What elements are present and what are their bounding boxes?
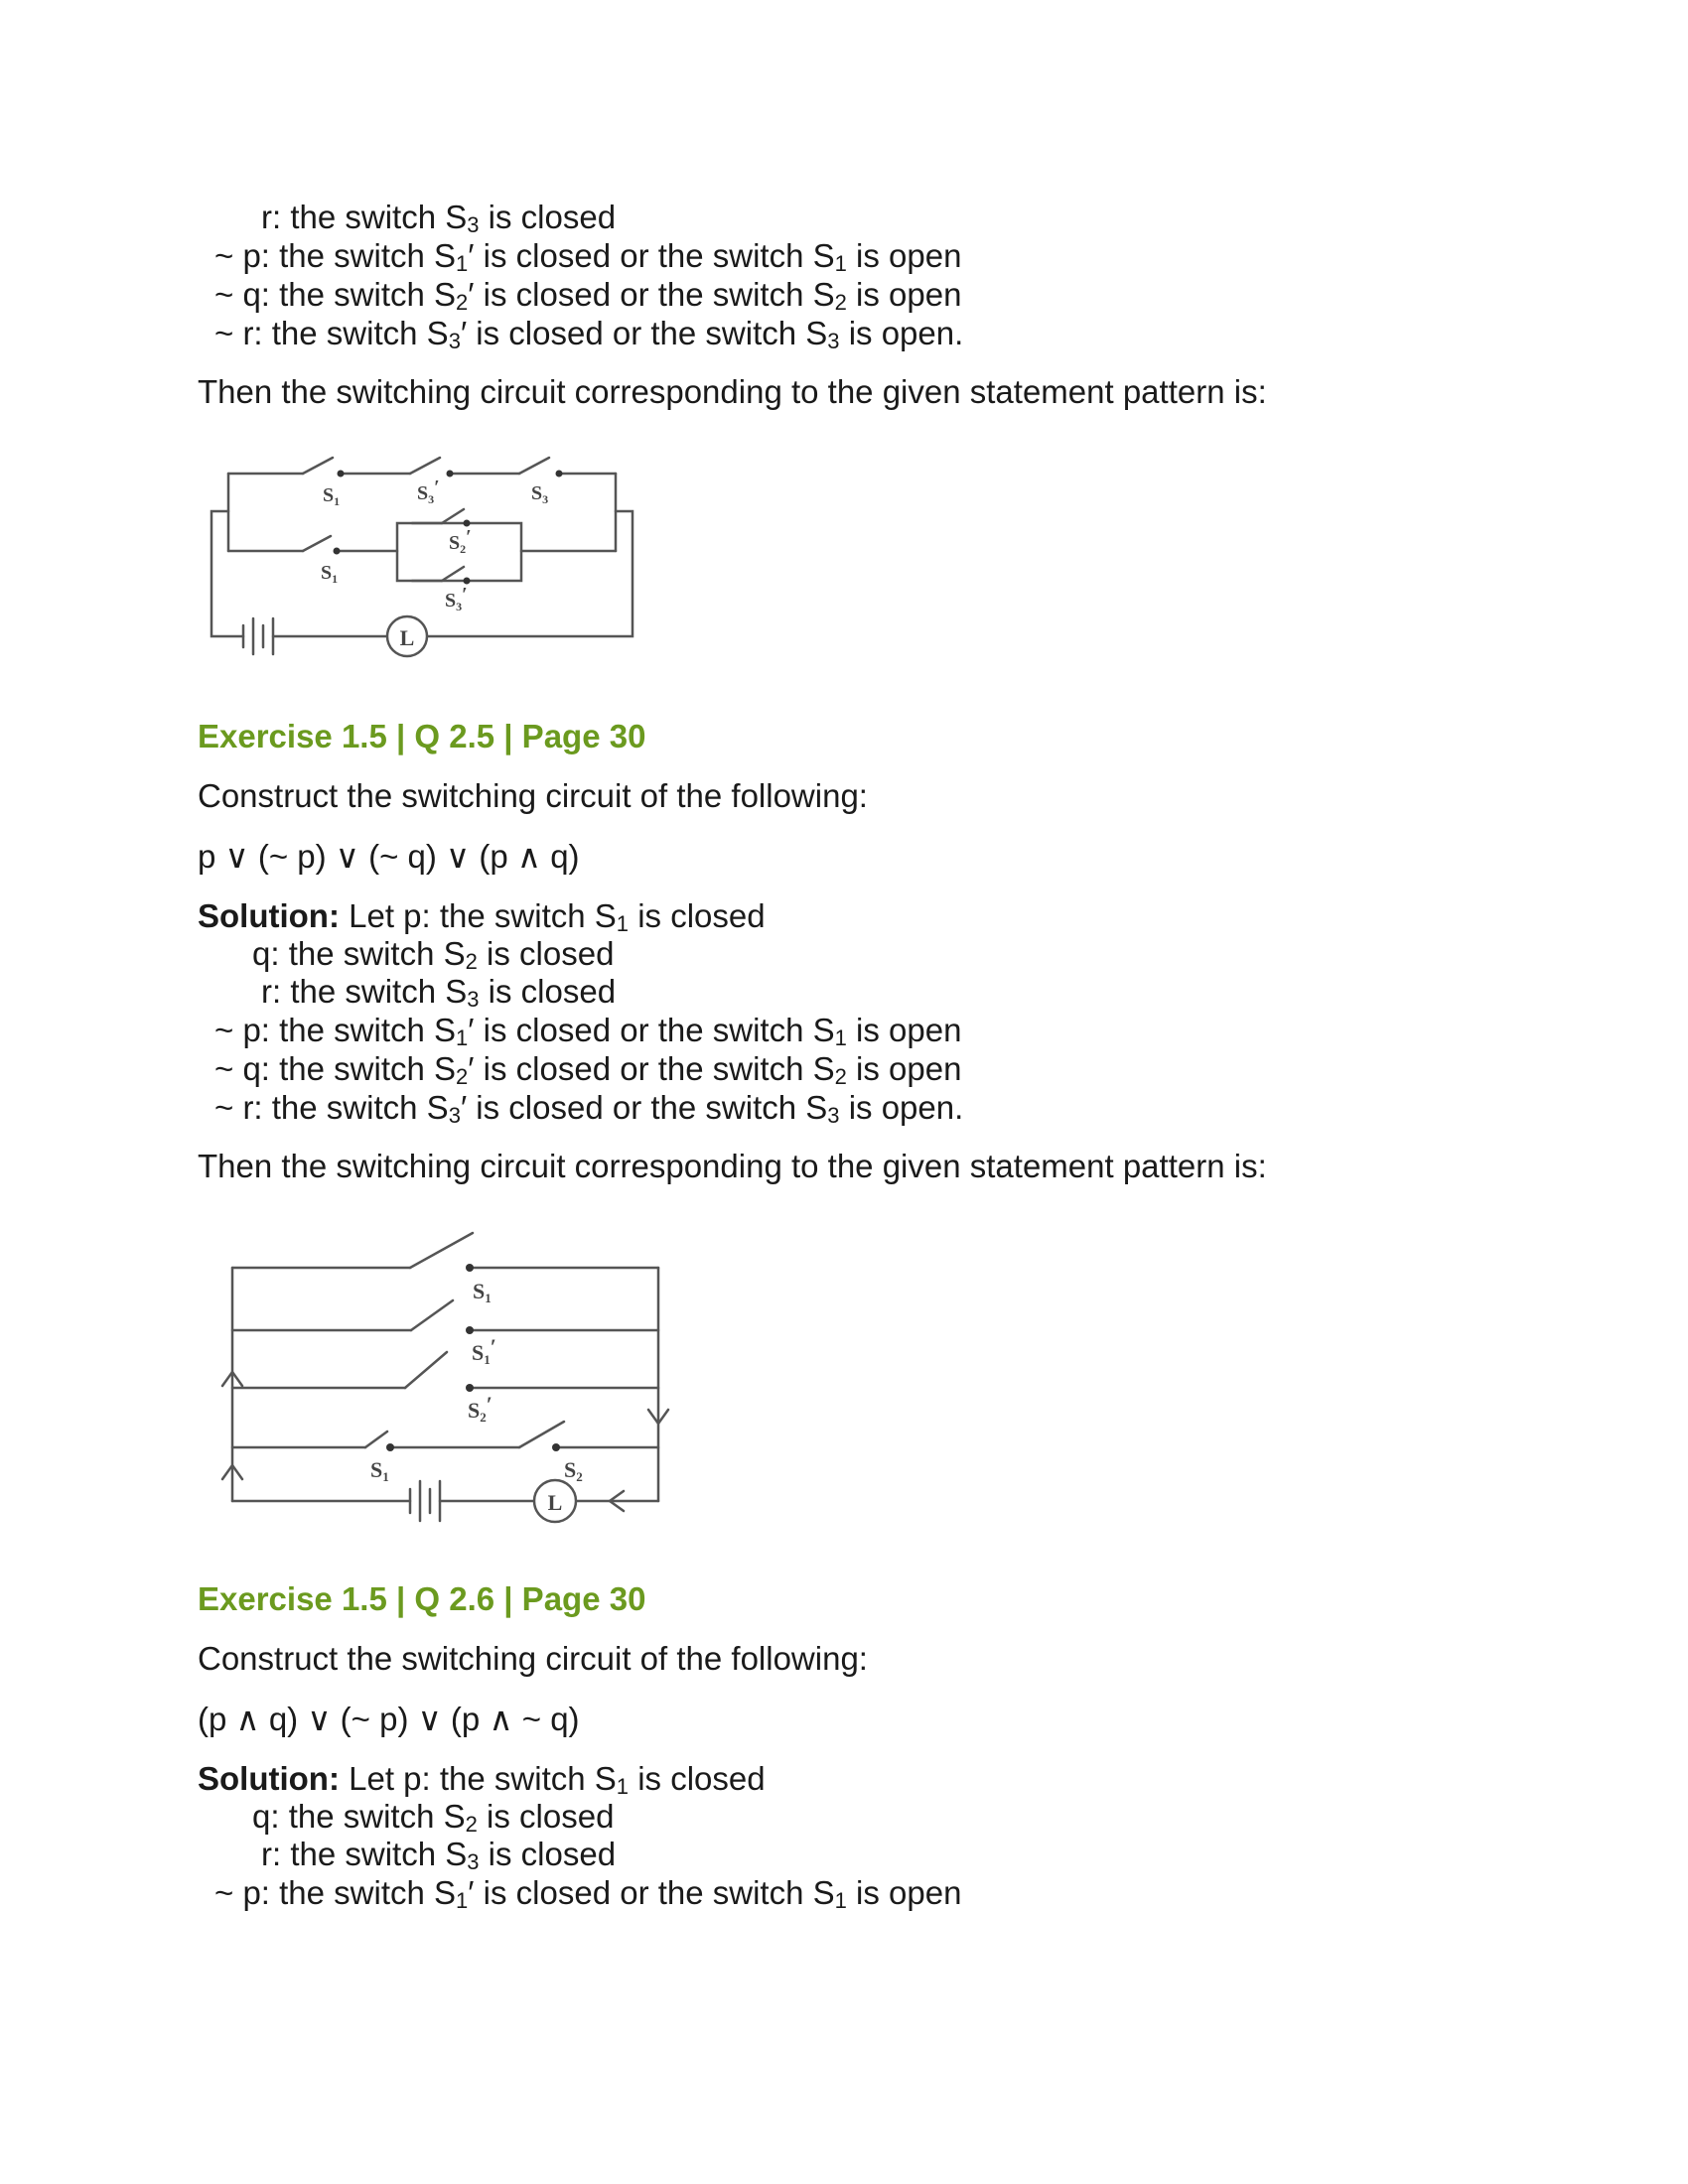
switch-label: S1 — [370, 1457, 389, 1484]
definition-line: ~ q: the switch $S_2'$ is closed or the switch $S_2$ is open — [214, 276, 962, 315]
switch-label: S1′ — [472, 1334, 496, 1367]
solution-first-line: Solution: Let p: the switch $S_1$ is closed — [198, 1760, 766, 1799]
definition-line: r: the switch $S_3$ is closed — [261, 973, 617, 1012]
circuit-intro-text: Then the switching circuit corresponding to the given statement pattern is: — [198, 1148, 1267, 1184]
switch-label: S1 — [473, 1279, 492, 1305]
switching-circuit-diagram-1 — [204, 442, 650, 670]
switch-label: S2 — [564, 1457, 583, 1484]
exercise-heading: Exercise 1.5 | Q 2.5 | Page 30 — [198, 718, 646, 754]
definition-line: ~ r: the switch $S_3'$ is closed or the switch $S_3$ is open. — [214, 315, 964, 353]
switch-label: $S_1$ — [323, 484, 341, 508]
definition-line: ~ p: the switch $S_1'$ is closed or the switch $S_1$ is open — [214, 1874, 962, 1913]
lamp-label: L — [547, 1490, 563, 1515]
definition-line: ~ p: the switch $S_1'$ is closed or the switch $S_1$ is open — [214, 1012, 962, 1050]
solution-first-line: Solution: Let p: the switch $S_1$ is closed — [198, 897, 766, 936]
switch-label: $S_3$ — [531, 482, 549, 506]
definition-line: ~ q: the switch $S_2'$ is closed or the switch $S_2$ is open — [214, 1050, 962, 1089]
switch-label: S2′ — [468, 1392, 492, 1425]
question-prompt: Construct the switching circuit of the following: — [198, 1640, 868, 1677]
definition-line: r: the switch $S_3$ is closed — [261, 199, 617, 237]
switch-label: $S_3'$ — [417, 477, 440, 506]
definition-line: q: the switch $S_2$ is closed — [252, 935, 615, 974]
exercise-heading: Exercise 1.5 | Q 2.6 | Page 30 — [198, 1580, 646, 1617]
question-prompt: Construct the switching circuit of the following: — [198, 777, 868, 814]
question-formula: (p ∧ q) ∨ (~ p) ∨ (p ∧ ~ q) — [198, 1701, 580, 1737]
definition-line: ~ p: the switch $S_1'$ is closed or the switch $S_1$ is open — [214, 237, 962, 276]
definition-line: r: the switch $S_3$ is closed — [261, 1836, 617, 1874]
definition-line: ~ r: the switch $S_3'$ is closed or the switch $S_3$ is open. — [214, 1089, 964, 1128]
switch-label: $S_1$ — [321, 562, 339, 586]
definition-line: q: the switch $S_2$ is closed — [252, 1798, 615, 1837]
switch-label: $S_3'$ — [445, 584, 468, 614]
lamp-label: L — [399, 625, 415, 650]
circuit-intro-text: Then the switching circuit corresponding to the given statement pattern is: — [198, 373, 1267, 410]
question-formula: p ∨ (~ p) ∨ (~ q) ∨ (p ∧ q) — [198, 838, 580, 875]
switch-label: $S_2'$ — [449, 526, 472, 556]
switching-circuit-diagram-2 — [216, 1211, 693, 1539]
